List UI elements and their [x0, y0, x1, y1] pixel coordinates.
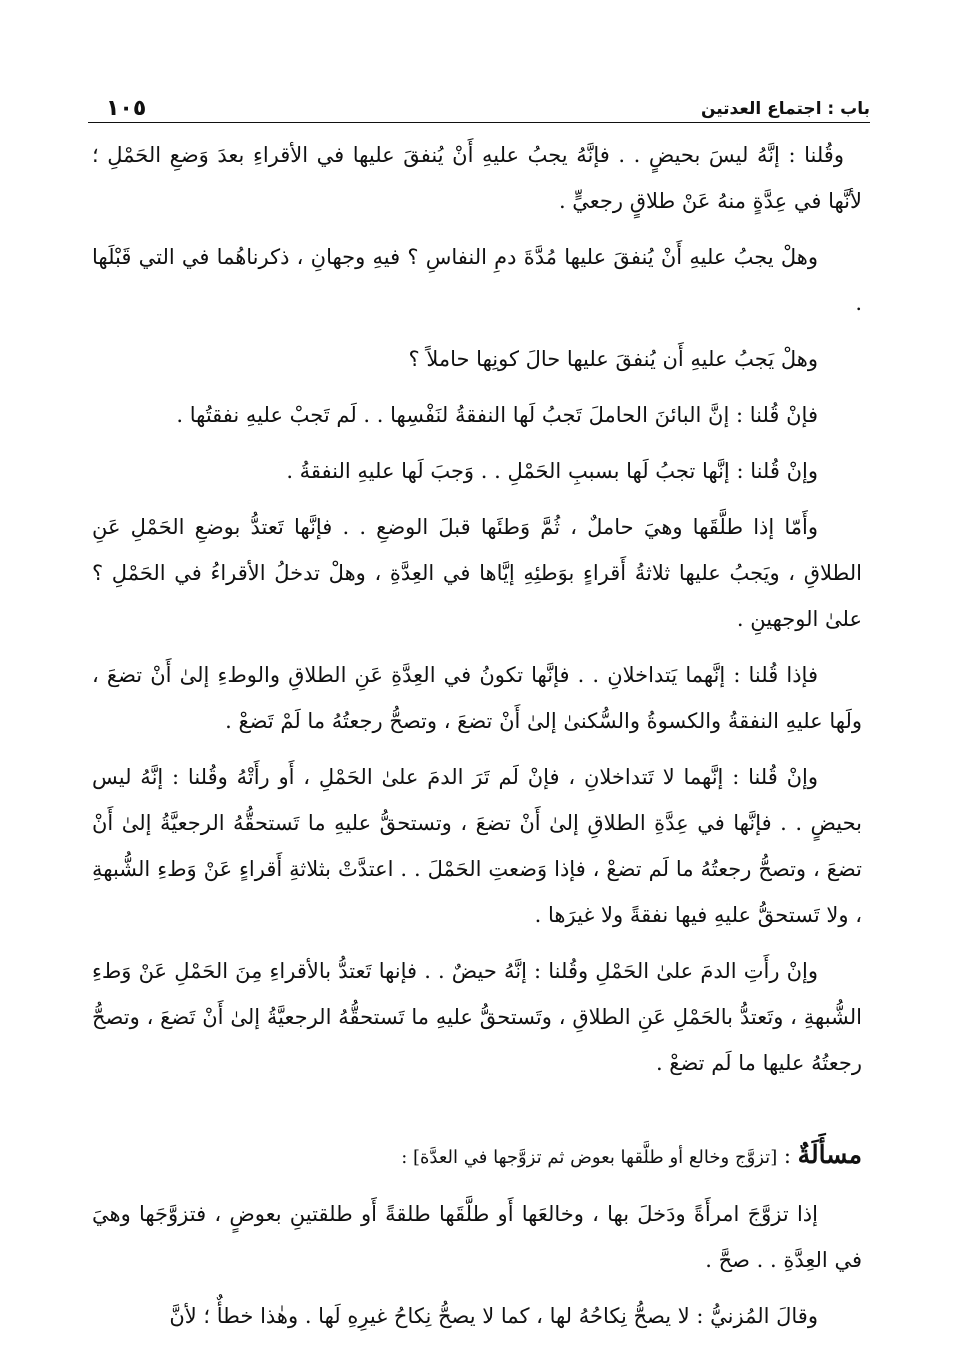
page-header: [88, 84, 870, 120]
masala-label: مسأَلَةٌ: [797, 1140, 862, 1169]
paragraph: فإنْ قُلنا : إنَّ البائنَ الحاملَ تَجبُ لَها النفقةُ لنَفْسِها . . لَم تَجبْ عليهِ نفقتُها .: [176, 403, 818, 427]
paragraph: وأَمّا إذا طلَّقَها وهيَ حاملٌ ، ثُمَّ وَطئَها قبلَ الوضعِ . . فإنَّها تَعتدُّ بوضعِ الحَمْلِ عَنِ الطلاقِ ، ويَجبُ عليها ثلاثةُ أَقراءٍ بوَطئِهِ إيَّاها في العِدَّةِ ، وهلْ تدخلُ الأقراءُ في الحَمْلِ ؟ علىٰ الوجهينِ .: [92, 515, 862, 631]
paragraph: وإنْ رأَتِ الدمَ علىٰ الحَمْلِ وقُلنا : إنَّهُ حيضٌ . . فإنها تَعتدُّ بالأقراءِ مِنَ الحَمْلِ عَنْ وَطءِ الشُّبهةِ ، وتَعتدُّ بالحَمْلِ عَنِ الطلاقِ ، وتَستحقُّ عليهِ ما تَستحقُّهُ الرجعيَّةُ إلىٰ أَنْ تَضعَ ، وتصحُّ رجعتُهُ عليها ما لَم تضعْ .: [92, 959, 862, 1075]
paragraph: وقالَ المُزنيُّ : لا يصحُّ نِكاحُهُ لها ، كما لا يصحُّ نِكاحُ غيرِهِ لَها . وهٰذا خطأٌ ؛ لأنَّ: [169, 1304, 818, 1328]
paragraph: وإنْ قُلنا : إنَّها تجبُ لَها بسببِ الحَمْلِ . . وَجبَ لَها عليهِ النفقةُ .: [286, 459, 818, 483]
page-body: [92, 132, 862, 1349]
paragraph: وقُلنا : إنَّهُ ليسَ بحيضٍ . . فإنَّهُ يجبُ عليهِ أَنْ يُنفقَ عليها في الأقراءِ بعدَ وَضعِ الحَمْلِ ؛ لأنَّها في عِدَّةٍ منهُ عَنْ طلاقٍ رجعيٍّ .: [92, 143, 862, 213]
paragraph: وهلْ يجبُ عليهِ أَنْ يُنفقَ عليها مُدَّةَ دمِ النفاسِ ؟ فيهِ وجهانِ ، ذكرناهُما في التي قَبْلَها .: [92, 245, 862, 315]
paragraph: إذا تزوَّجَ امرأَةً ودَخلَ بها ، وخالعَها أَو طلَّقَها طلقةً أَو طلقتينِ بعوضٍ ، فتزوَّجَها وهيَ في العِدَّةِ . . صحَّ .: [92, 1202, 862, 1272]
page-number: ١٠٥: [106, 96, 147, 121]
section-gap: [92, 1096, 862, 1132]
paragraph: فإذا قُلنا : إنَّهما يَتداخلانِ . . فإنَّها تكونُ في العِدَّةِ عَنِ الطلاقِ والوطءِ إلىٰ أَنْ تضعَ ، ولَها عليهِ النفقةُ والكسوةُ والسُّكنىٰ إلىٰ أَنْ تضعَ ، وتصحُّ رجعتُهُ ما لَمْ تَضعْ .: [92, 663, 862, 733]
paragraph: وهلْ يَجبُ عليهِ أَن يُنفقَ عليها حالَ كونِها حاملاً ؟: [408, 347, 818, 371]
masala-colon: :: [777, 1144, 798, 1168]
masala-title: [تزوَّج وخالع أو طلَّقها بعوض ثم تزوَّجها في العدَّة] :: [401, 1147, 778, 1168]
header-rule: [88, 122, 870, 123]
paragraph: وإنْ قُلنا : إنَّهما لا تَتداخلانِ ، فإنْ لَم تَرَ الدمَ علىٰ الحَمْلِ ، أَو رأَتْهُ وقُلنا : إنَّهُ ليس بحيضٍ . . فإنَّها في عِدَّةِ الطلاقِ إلىٰ أَنْ تضعَ ، وتستحقُّ عليهِ ما تَستحقُّهُ الرجعيَّةُ إلىٰ أَنْ تضعَ ، وتصحُّ رجعتُهُ ما لَم تضعْ ، فإذا وَضعتِ الحَمْلَ . . اعتدَّتْ بثلاثةِ أَقراءٍ عَنْ وَطءِ الشُّبهةِ ، ولا تَستحقُّ عليهِ فيها نفقةً ولا غيرَها .: [92, 765, 862, 927]
masala-heading: [92, 1132, 862, 1181]
running-title: باب : اجتماع العدتين: [700, 99, 870, 119]
